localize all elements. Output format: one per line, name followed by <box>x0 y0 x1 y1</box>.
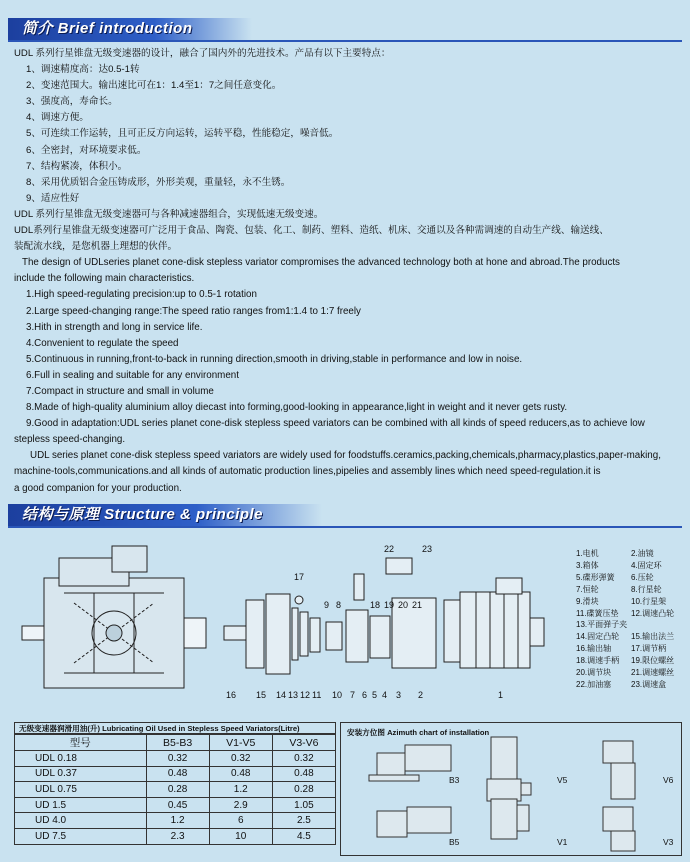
legend-row: 9.滑块 10.行星架 <box>576 596 667 606</box>
cn-line: UDL系列行星锥盘无级变速器可广泛用于食品、陶瓷、包装、化工、制药、塑料、造纸、机床、交通以及各种需调速的自动生产线、输送线、 <box>14 225 609 237</box>
cn-line: 2、变速范围大。输出速比可在1：1.4至1：7之间任意变化。 <box>26 80 282 92</box>
table-header-row <box>15 735 336 751</box>
part-label: 22 <box>384 544 395 554</box>
structure-divider <box>8 526 682 528</box>
table-row: UD 4.0 1.2 6 2.5 <box>15 813 336 829</box>
legend-row: 16.输出轴 17.调节柄 <box>576 644 667 654</box>
part-label: 13 <box>288 690 299 700</box>
part-label: 6 <box>362 690 368 700</box>
intro-banner: 简介 Brief introduction <box>8 18 252 40</box>
mount-label-v5: V5 <box>557 775 568 785</box>
cn-line: 7、结构紧凑，体积小。 <box>26 160 128 172</box>
mount-label-b5: B5 <box>449 837 460 847</box>
legend-row: 18.调速手柄 19.限位螺丝 <box>576 656 675 666</box>
legend-row: 5.碟形弹簧 6.压轮 <box>576 572 654 582</box>
part-label: 11 <box>312 690 322 700</box>
legend-row: 11.碟簧压垫 12.调速凸轮 <box>576 608 675 618</box>
part-label: 16 <box>226 690 237 700</box>
cn-line: 5、可连续工作运转，且可正反方向运转，运转平稳，性能稳定，噪音低。 <box>26 128 339 140</box>
en-line: 6.Full in sealing and suitable for any environment <box>26 369 239 381</box>
table-row: UD 7.5 2.3 10 4.5 <box>15 828 336 844</box>
legend-row: 7.恒轮 8.行星轮 <box>576 584 662 594</box>
part-label: 4 <box>382 690 388 700</box>
en-line: 9.Good in adaptation:UDL series planet cone-disk stepless speed variators can be combined with all kinds of speed reducers,as to achieve low <box>26 418 645 430</box>
cross-section-drawing <box>22 546 206 688</box>
cn-line: 装配流水线，是您机器上理想的伙伴。 <box>14 241 178 253</box>
cn-line: 4、调速方便。 <box>26 112 89 124</box>
exploded-parts <box>224 558 544 674</box>
mount-label-v1: V1 <box>557 837 568 847</box>
header-cell: V1-V5 <box>209 735 272 751</box>
en-line: 7.Compact in structure and small in volume <box>26 385 214 397</box>
part-label: 1 <box>498 690 504 700</box>
legend-row: 1.电机 2.油镜 <box>576 549 654 558</box>
legend-row: 22.加油塞 23.调速盒 <box>576 679 667 689</box>
header-cell: B5-B3 <box>146 735 209 751</box>
structure-banner: 结构与原理 Structure & principle <box>8 504 322 526</box>
part-label: 8 <box>336 600 342 610</box>
table-row: UD 1.5 0.45 2.9 1.05 <box>15 797 336 813</box>
legend-row: 14.固定凸轮 15.输出法兰 <box>576 632 675 642</box>
part-label: 10 <box>332 690 343 700</box>
table-row: UDL 0.37 0.48 0.48 0.48 <box>15 766 336 782</box>
install-drawings <box>341 723 681 855</box>
header-cell: 型号 <box>15 735 147 751</box>
part-label: 14 <box>276 690 287 700</box>
cn-line: UDL 系列行星锥盘无级变速器的设计，融合了国内外的先进技术。产品有以下主要特点： <box>14 48 391 59</box>
oil-table-title: 无级变速器润滑用油(升) Lubricating Oil Used in Stepless Speed Variators(Litre) <box>14 722 336 734</box>
mount-label-v6: V6 <box>663 775 674 785</box>
en-line: 5.Continuous in running,front-to-back in running direction,smooth in driving,stable in performance and low in noise. <box>26 353 523 365</box>
part-label: 9 <box>324 600 330 610</box>
en-line: UDL series planet cone-disk stepless speed variators are widely used for foodstuffs.ceramics,packing,chemicals,pharmacy,plastics,paper-making, <box>30 450 661 462</box>
intro-text <box>14 46 680 497</box>
part-label: 12 <box>300 690 311 700</box>
part-label: 2 <box>418 690 424 700</box>
intro-divider <box>8 40 682 42</box>
part-label: 3 <box>396 690 402 700</box>
part-label: 15 <box>256 690 267 700</box>
en-line: stepless speed-changing. <box>14 434 126 446</box>
legend-row: 20.调节块 21.调速螺丝 <box>576 668 675 678</box>
cn-line: 3、强度高，寿命长。 <box>26 96 118 108</box>
exploded-diagram <box>14 538 570 706</box>
legend-row: 3.箱体 4.固定环 <box>576 560 662 570</box>
mount-label-v3: V3 <box>663 837 674 847</box>
parts-legend <box>576 548 686 691</box>
en-line: 4.Convenient to regulate the speed <box>26 337 179 349</box>
install-title: 安装方位图 Azimuth chart of installation <box>347 728 490 737</box>
cn-line: 8、采用优质铝合金压铸成形，外形美观，重量轻，永不生锈。 <box>26 176 291 188</box>
part-label: 21 <box>412 600 423 610</box>
en-line: The design of UDLseries planet cone-disk stepless variator compromises the advanced technology both at hone and abroad.The products <box>22 257 620 269</box>
en-line: 3.Hith in strength and long in service life. <box>26 321 203 333</box>
header-cell: V3-V6 <box>272 735 335 751</box>
table-row: UDL 0.75 0.28 1.2 0.28 <box>15 782 336 798</box>
en-line: 8.Made of high-quality aluminium alloy diecast into forming,good-looking in appearance,light in weight and it never gets rusty. <box>26 402 568 414</box>
part-label: 5 <box>372 690 378 700</box>
en-line: 2.Large speed-changing range:The speed ratio ranges from1:1.4 to 1:7 freely <box>26 305 361 317</box>
cn-line: 9、适应性好 <box>26 192 80 204</box>
en-line: 1.High speed-regulating precision:up to 0.5-1 rotation <box>26 289 257 301</box>
cn-line: 6、全密封，对环境要求低。 <box>26 144 147 156</box>
en-line: include the following main characteristics. <box>14 273 195 285</box>
part-label: 7 <box>350 690 356 700</box>
cn-line: UDL 系列行星锥盘无级变速器可与各种减速器组合，实现低速无级变速。 <box>14 208 324 220</box>
table-row: UDL 0.18 0.32 0.32 0.32 <box>15 751 336 767</box>
oil-table <box>14 734 336 845</box>
install-chart <box>340 722 682 856</box>
part-label: 20 <box>398 600 409 610</box>
en-line: machine-tools,communications.and all kinds of automatic production lines,pipelies and assembly lines which need speed-regulation.it is <box>14 466 601 478</box>
part-label: 19 <box>384 600 395 610</box>
mount-label-b3: B3 <box>449 775 460 785</box>
cn-line: 1、调速精度高：达0.5-1转 <box>26 64 140 76</box>
part-label: 17 <box>294 572 305 582</box>
legend-row: 13.平面弹子夹 <box>576 620 628 630</box>
en-line: a good companion for your production. <box>14 482 182 494</box>
part-label: 23 <box>422 544 433 554</box>
part-label: 18 <box>370 600 381 610</box>
